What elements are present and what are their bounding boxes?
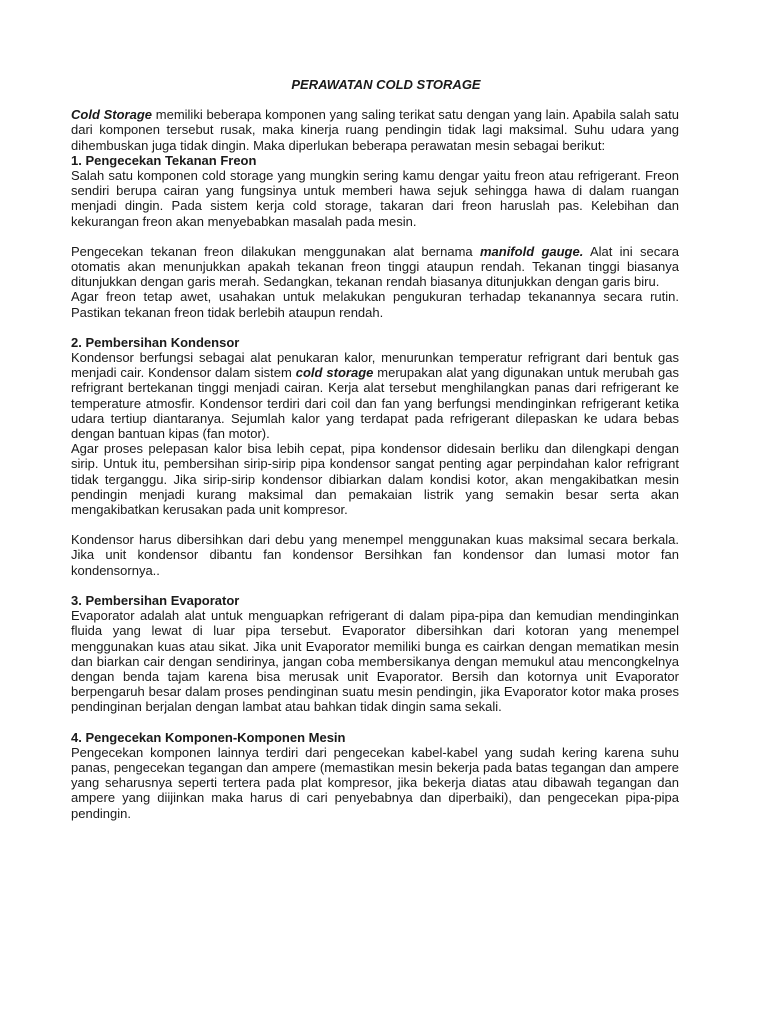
section-4-heading: 4. Pengecekan Komponen-Komponen Mesin xyxy=(71,729,346,745)
section-4-paragraph-1: Pengecekan komponen lainnya terdiri dari pengecekan kabel-kabel yang sudah kering karena suhu panas, pengecekan tegangan dan ampere (memastikan mesin bekerja pada batas tegangan dan ampere yang seharusnya seperti tertera pada plat kompresor, jika bekerja diatas atau dibawah tegangan dan ampere yang diijinkan maka harus di cari penyebabnya dan diperbaiki), dan pengecekan pipa-pipa pendingin. xyxy=(71,744,679,821)
section-1-paragraph-1: Salah satu komponen cold storage yang mungkin sering kamu dengar yaitu freon atau refrigerant. Freon sendiri berupa cairan yang fungsinya untuk memberi hawa sejuk sehingga hawa di dalam ruangan menjadi dingin. Pada sistem kerja cold storage, takaran dari freon haruslah pas. Kelebihan dan kekurangan freon akan menyebabkan masalah pada mesin. xyxy=(71,168,679,229)
section-3-heading: 3. Pembersihan Evaporator xyxy=(71,592,240,608)
section-1-p2-text-b: Alat ini secara otomatis akan menunjukkan apakah tekanan freon tinggi ataupun rendah. Tekanan tinggi biasanya ditunjukkan dengan garis merah. Sedangkan, tekanan rendah biasanya ditunjukkan dengan garis biru. xyxy=(71,243,679,290)
section-1-heading: 1. Pengecekan Tekanan Freon xyxy=(71,152,257,168)
section-2-paragraph-3: Kondensor harus dibersihkan dari debu yang menempel menggunakan kuas maksimal secara berkala. Jika unit kondensor dibantu fan kondensor Bersihkan fan kondensor dan lumasi motor fan kondensornya.. xyxy=(71,532,679,578)
section-2-paragraph-1 xyxy=(71,350,679,441)
section-2-p1-text-b: merupakan alat yang digunakan untuk merubah gas refrigrant bertekanan tinggi menjadi cairan. Kerja alat tersebut menghilangkan panas dari refrigerant ke temperature atmosfir. Kondensor terdiri dari coil dan fan yang berfungsi mendinginkan refrigerant ketika udara tertiup diantaranya. Sejumlah kalor yang terdapat pada refrigerant dilepaskan ke udara bebas dengan bantuan kipas (fan motor). xyxy=(71,365,679,442)
intro-emphasis: Cold Storage xyxy=(71,107,153,123)
document-page xyxy=(71,77,679,821)
intro-paragraph xyxy=(71,107,679,153)
intro-text: memiliki beberapa komponen yang saling terikat satu dengan yang lain. Apabila salah satu dari komponen tersebut rusak, maka kinerja ruang pendingin tidak lagi maksimal. Suhu udara yang dihembuskan juga tidak dingin. Maka diperlukan beberapa perawatan mesin sebagai berikut: xyxy=(71,107,680,153)
section-1-p2-text-a: Pengecekan tekanan freon dilakukan menggunakan alat bernama xyxy=(71,243,480,259)
section-2-heading: 2. Pembersihan Kondensor xyxy=(71,334,240,350)
section-1-paragraph-3: Agar freon tetap awet, usahakan untuk melakukan pengukuran terhadap tekanannya secara rutin. Pastikan tekanan freon tidak berlebih ataupun rendah. xyxy=(71,289,679,320)
section-2-p1-emphasis: cold storage xyxy=(295,365,374,381)
section-2-p1-text-a: Kondensor berfungsi sebagai alat penukaran kalor, menurunkan temperatur refrigrant dari bentuk gas menjadi cair. Kondensor dalam sistem xyxy=(71,350,679,381)
section-2-paragraph-2: Agar proses pelepasan kalor bisa lebih cepat, pipa kondensor didesain berliku dan dilengkapi dengan sirip. Untuk itu, pembersihan sirip-sirip pipa kondensor sangat penting agar perpindahan kalor refrigrant tidak terganggu. Jika sirip-sirip kondensor dibiarkan dalam kondisi kotor, akan mengakibatkan mesin pendingin menjadi kurang maksimal dan pemakaian listrik yang semakin besar serta akan mengakibatkan kerusakan pada unit kompresor. xyxy=(71,441,679,518)
document-title: PERAWATAN COLD STORAGE xyxy=(291,77,481,92)
section-3-paragraph-1: Evaporator adalah alat untuk menguapkan refrigerant di dalam pipa-pipa dan kemudian mendinginkan fluida yang lewat di luar pipa tersebut. Evaporator dibersihkan dari kotoran yang menempel menggunakan kuas atau sikat. Jika unit Evaporator memiliki bunga es cairkan dengan mematikan mesin dan biarkan cair dengan sendirinya, jangan coba membersikanya dengan memukul atau mencongkelnya dengan benda tajam karena bisa merusak unit Evaporator. Bersih dan kotornya unit Evaporator berpengaruh besar dalam proses pendinginan suatu mesin pendingin, jika Evaporator kotor maka proses pendinginan berjalan dengan lambat atau bahkan tidak dingin sama sekali. xyxy=(71,608,679,715)
section-1-p2-emphasis: manifold gauge. xyxy=(479,243,584,259)
section-1-paragraph-2 xyxy=(71,244,679,290)
